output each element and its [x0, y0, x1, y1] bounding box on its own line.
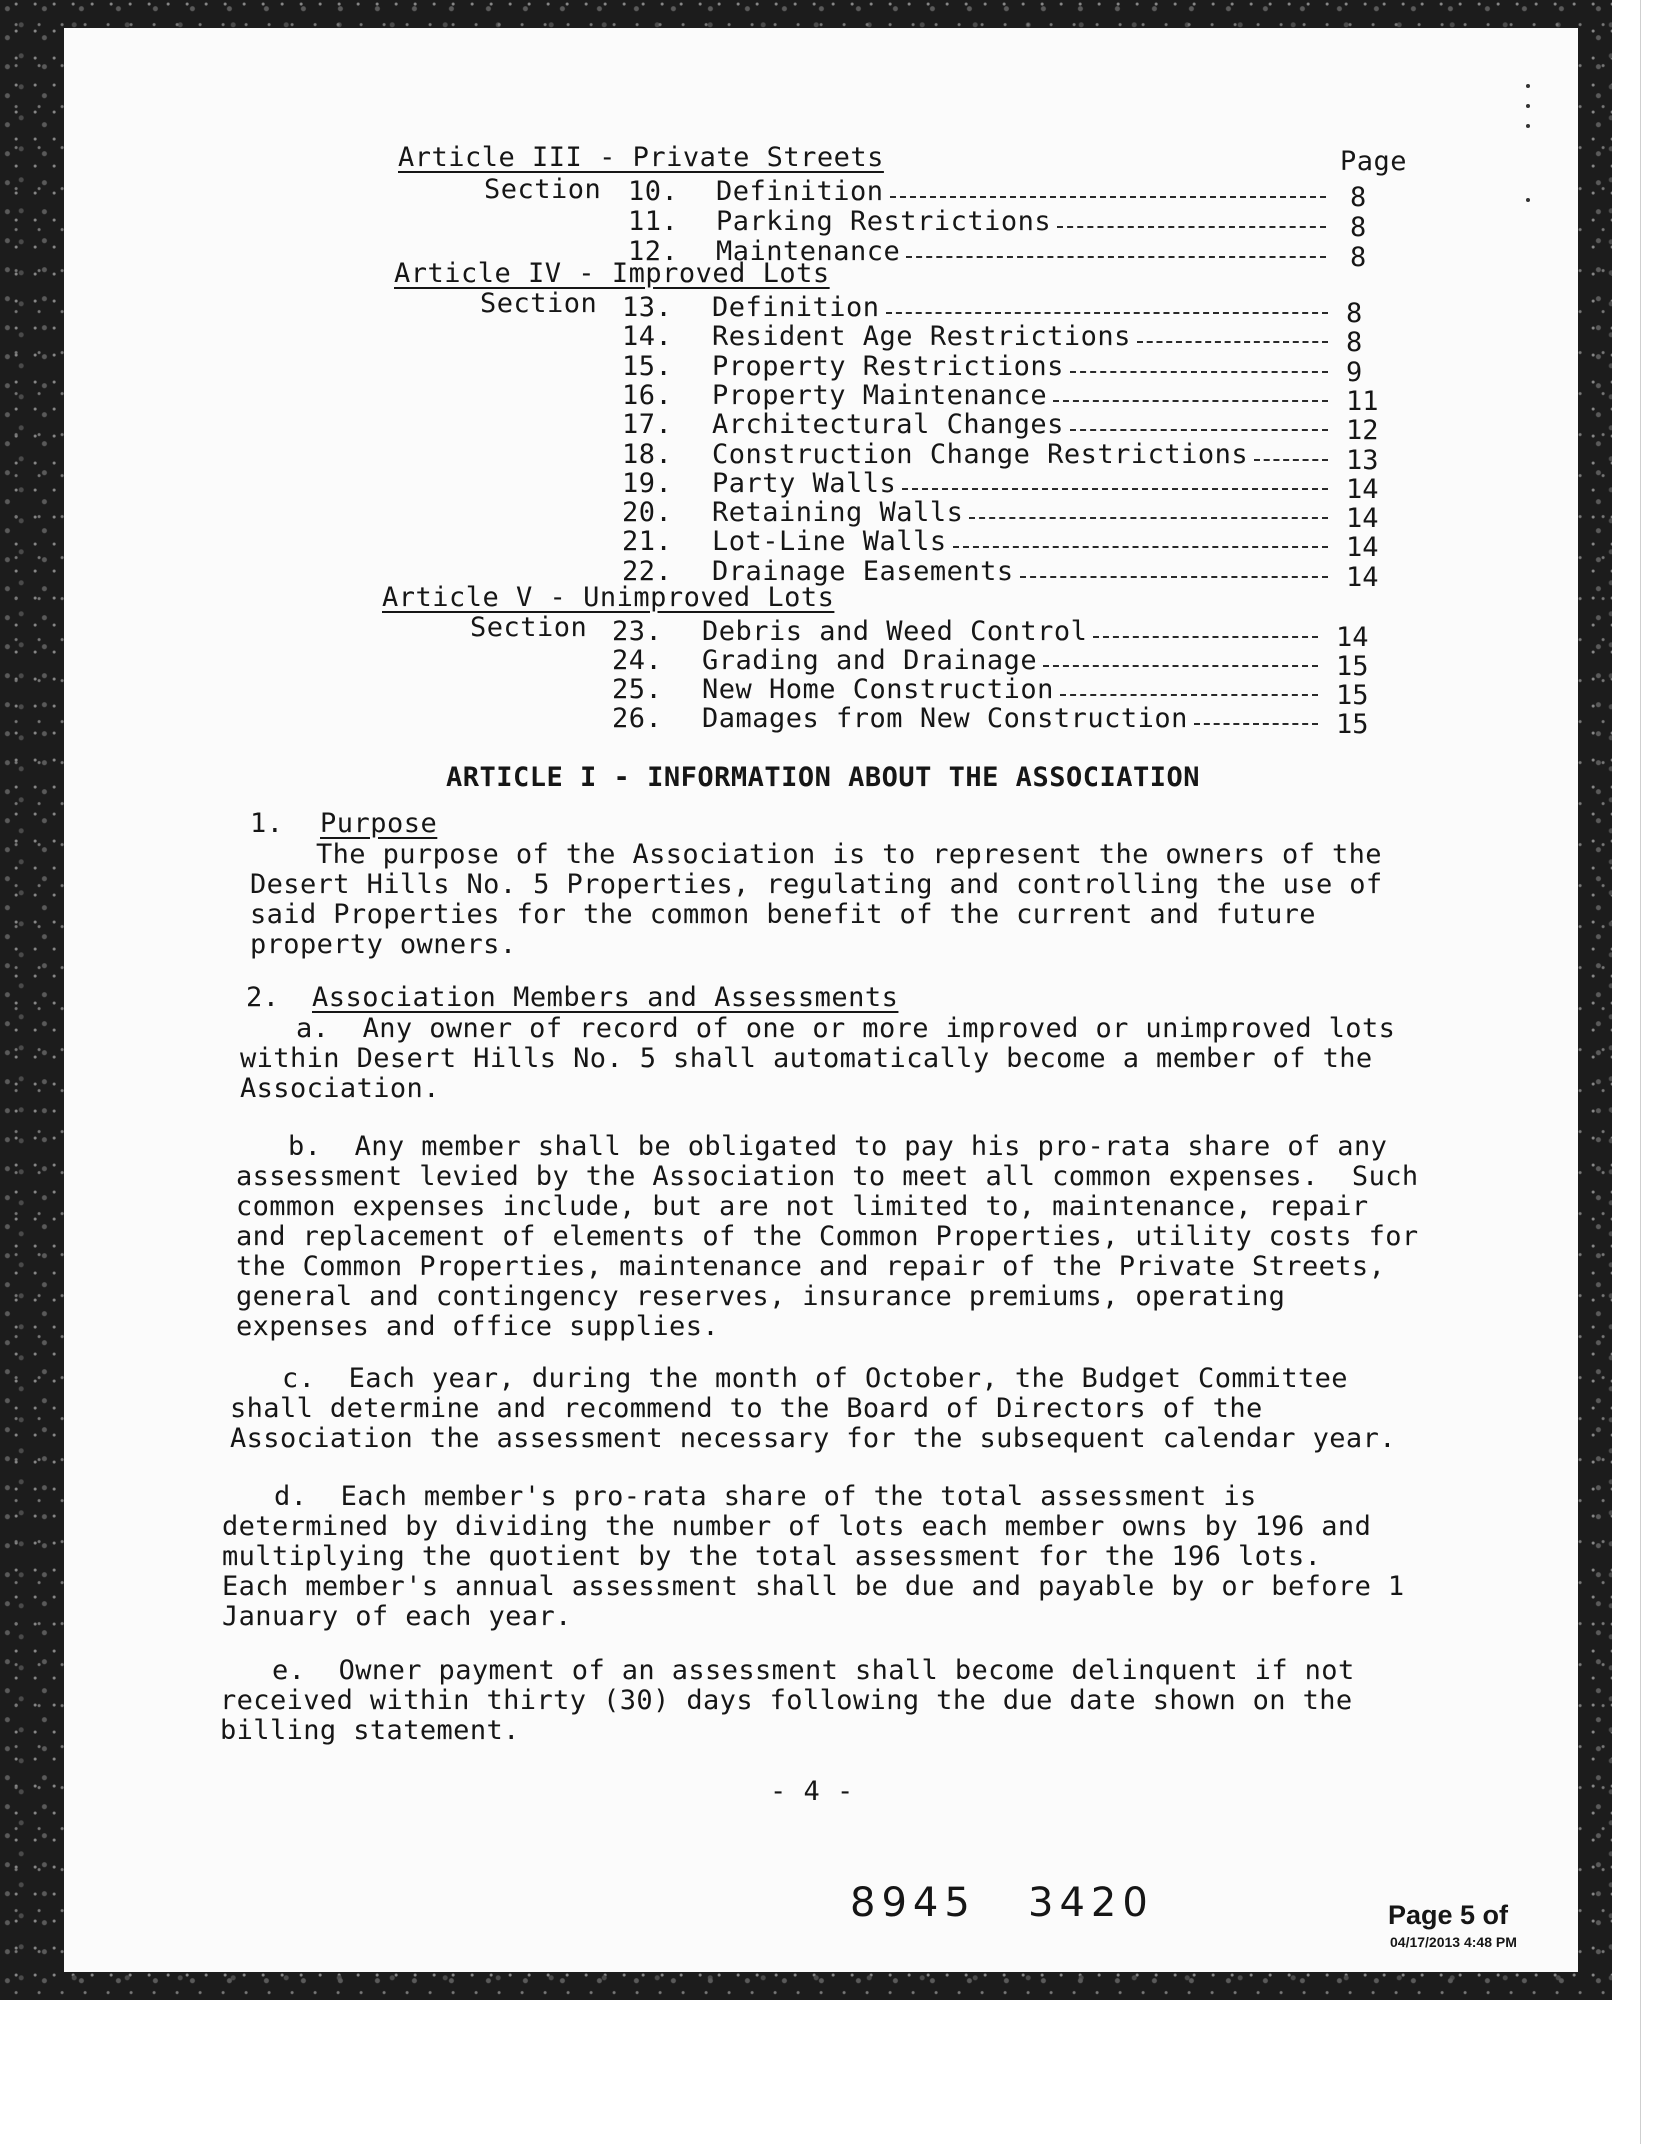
- paragraph-e: e. Owner payment of an assessment shall become delinquent if not received within thirty (30) days following the due date shown on the billing statement.: [220, 1655, 1355, 1746]
- toc-entry-number: 13.: [622, 292, 673, 323]
- section-1-number: 1.: [250, 808, 284, 839]
- toc-entry-label: Construction Change Restrictions: [712, 439, 1249, 470]
- toc-leader-line: [1194, 723, 1318, 725]
- toc-entry-number: 25.: [612, 674, 663, 705]
- toc-entry-label: Property Restrictions: [712, 351, 1064, 382]
- toc-section-label: Section: [484, 174, 602, 205]
- toc-entry-page: 13: [1346, 445, 1379, 476]
- toc-entry-number: 17.: [622, 409, 673, 440]
- toc-leader-line: [1060, 694, 1318, 696]
- timestamp-stamp: 04/17/2013 4:48 PM: [1390, 1934, 1517, 1950]
- toc-entry-number: 14.: [622, 321, 673, 352]
- toc-entry-page: 12: [1346, 415, 1379, 446]
- toc-leader-line: [1043, 665, 1318, 667]
- toc-article-4-title: Article IV - Improved Lots: [394, 258, 830, 289]
- scan-speck: [1526, 84, 1530, 88]
- toc-entry-number: 16.: [622, 380, 673, 411]
- toc-entry-number: 15.: [622, 351, 673, 382]
- toc-entry-page: 14: [1346, 562, 1379, 593]
- toc-entry-label: New Home Construction: [702, 674, 1054, 705]
- toc-leader-line: [1070, 371, 1328, 373]
- toc-entry-page: 15: [1336, 709, 1369, 740]
- bates-number-right: 3420: [1028, 1880, 1154, 1926]
- toc-entry-label: Maintenance: [716, 236, 901, 267]
- toc-entry-label: Damages from New Construction: [702, 703, 1188, 734]
- toc-entry-number: 24.: [612, 645, 663, 676]
- toc-entry-page: 8: [1346, 327, 1363, 358]
- toc-leader-line: [1057, 226, 1326, 228]
- toc-section-label: Section: [480, 288, 598, 319]
- toc-entry-label: Property Maintenance: [712, 380, 1048, 411]
- toc-leader-line: [1020, 576, 1328, 578]
- section-2-title: Association Members and Assessments: [312, 982, 899, 1013]
- paragraph-b: b. Any member shall be obligated to pay his pro-rata share of any assessment levied by the Association to meet all common expenses. Such common expenses include, but are not limited to, maintenance, repair and replacement of elements of the Common Properties, utility costs for the Common Properties, maintenance and repair of the Private Streets, general and contingency reserves, insurance premiums, operating expenses and office supplies.: [236, 1131, 1419, 1342]
- toc-leader-line: [1093, 636, 1318, 638]
- toc-leader-line: [906, 256, 1326, 258]
- scan-speck: [1526, 198, 1530, 202]
- toc-entry-label: Parking Restrictions: [716, 206, 1052, 237]
- page-count-stamp: Page 5 of: [1388, 1900, 1509, 1930]
- toc-entry-number: 19.: [622, 468, 673, 499]
- page-number: - 4 -: [770, 1776, 854, 1807]
- toc-entry-number: 12.: [628, 236, 679, 267]
- toc-leader-line: [886, 312, 1328, 314]
- toc-entry-number: 18.: [622, 439, 673, 470]
- toc-leader-line: [969, 517, 1328, 519]
- toc-entry-number: 20.: [622, 497, 673, 528]
- toc-leader-line: [890, 196, 1326, 198]
- toc-leader-line: [1137, 341, 1328, 343]
- toc-entry-page: 14: [1336, 622, 1369, 653]
- toc-article-3-title: Article III - Private Streets: [398, 142, 884, 173]
- toc-entry-label: Grading and Drainage: [702, 645, 1038, 676]
- toc-page-header: Page: [1340, 146, 1408, 177]
- toc-entry-page: 8: [1350, 182, 1367, 213]
- toc-section-label: Section: [470, 612, 588, 643]
- section-2-number: 2.: [246, 982, 280, 1013]
- toc-entry-label: Lot-Line Walls: [712, 526, 947, 557]
- toc-entry-page: 15: [1336, 680, 1369, 711]
- purpose-paragraph: The purpose of the Association is to represent the owners of the Desert Hills No. 5 Properties, regulating and controlling the use of said Properties for the common benefit of the current and future property owners.: [250, 839, 1383, 960]
- toc-entry-page: 8: [1346, 298, 1363, 329]
- toc-entry-label: Definition: [712, 292, 880, 323]
- toc-entry-number: 21.: [622, 526, 673, 557]
- toc-entry-number: 10.: [628, 176, 679, 207]
- toc-entry-number: 23.: [612, 616, 663, 647]
- toc-entry-number: 11.: [628, 206, 679, 237]
- toc-entry-page: 14: [1346, 474, 1379, 505]
- toc-entry-label: Retaining Walls: [712, 497, 964, 528]
- toc-leader-line: [902, 488, 1328, 490]
- toc-leader-line: [1254, 459, 1328, 461]
- toc-entry-label: Architectural Changes: [712, 409, 1064, 440]
- paragraph-c: c. Each year, during the month of October, the Budget Committee shall determine and recommend to the Board of Directors of the Association the assessment necessary for the subsequent calendar year.: [230, 1363, 1396, 1454]
- paragraph-d: d. Each member's pro-rata share of the total assessment is determined by dividing the number of lots each member owns by 196 and multiplying the quotient by the total assessment for the 196 lots. Each member's annual assessment shall be due and payable by or before 1 January of each year.: [222, 1481, 1405, 1632]
- scan-speck: [1526, 104, 1530, 108]
- toc-entry-label: Definition: [716, 176, 884, 207]
- toc-entry-page: 14: [1346, 532, 1379, 563]
- toc-entry-page: 11: [1346, 386, 1379, 417]
- toc-leader-line: [953, 546, 1328, 548]
- toc-entry-page: 14: [1346, 503, 1379, 534]
- paragraph-a: a. Any owner of record of one or more improved or unimproved lots within Desert Hills No. 5 shall automatically become a member of the Association.: [240, 1013, 1396, 1104]
- scan-speck: [1526, 124, 1530, 128]
- toc-entry-page: 8: [1350, 242, 1367, 273]
- toc-article-5-title: Article V - Unimproved Lots: [382, 582, 835, 613]
- toc-entry-label: Debris and Weed Control: [702, 616, 1088, 647]
- toc-leader-line: [1053, 400, 1328, 402]
- section-1-title: Purpose: [320, 808, 438, 839]
- toc-entry-page: 15: [1336, 651, 1369, 682]
- article-1-heading: ARTICLE I - INFORMATION ABOUT THE ASSOCIATION: [446, 762, 1200, 793]
- toc-entry-page: 8: [1350, 212, 1367, 243]
- toc-entry-page: 9: [1346, 357, 1363, 388]
- toc-entry-number: 26.: [612, 703, 663, 734]
- page-edge-line: [1640, 0, 1641, 2144]
- toc-entry-number: 22.: [622, 556, 673, 587]
- toc-entry-label: Party Walls: [712, 468, 897, 499]
- toc-entry-label: Drainage Easements: [712, 556, 1014, 587]
- bates-number-left: 8945: [850, 1880, 976, 1926]
- toc-entry-label: Resident Age Restrictions: [712, 321, 1131, 352]
- toc-leader-line: [1070, 429, 1328, 431]
